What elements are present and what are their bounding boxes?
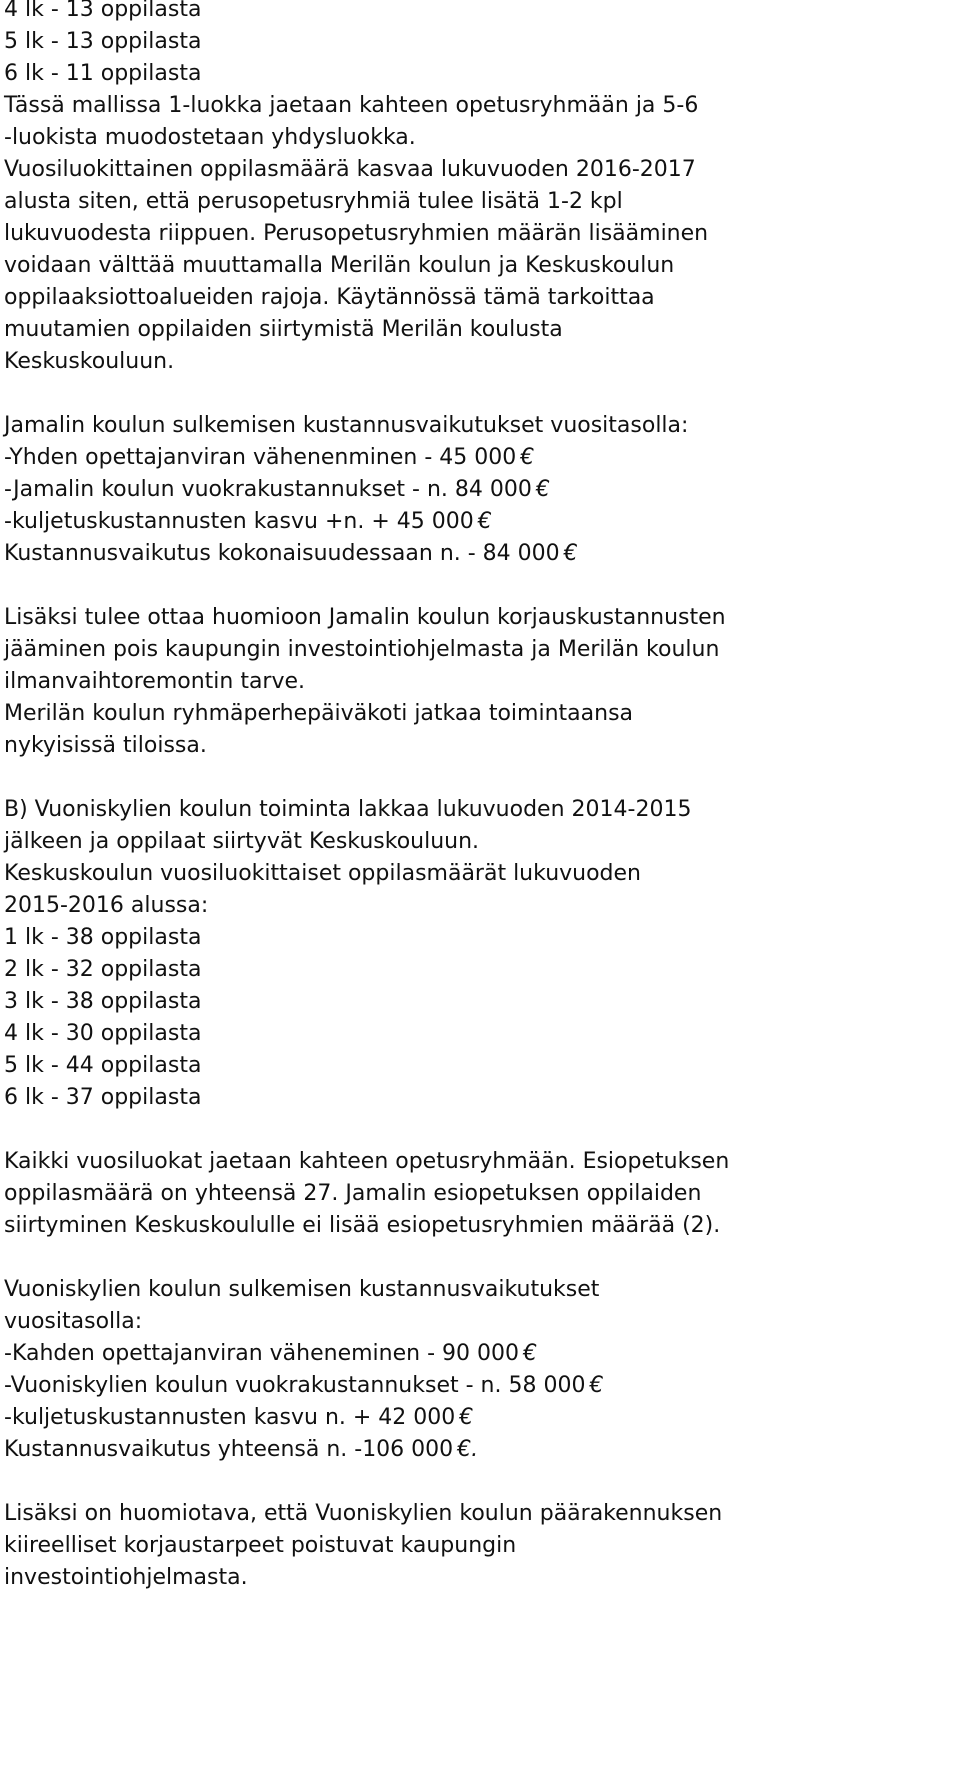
euro-sign: € [520,445,535,470]
paragraph-gap [4,762,944,794]
cost-item-text: -kuljetuskustannusten kasvu n. + 42 000 [4,1405,456,1430]
paragraph-gap [4,1242,944,1274]
cost-item-text: -Jamalin koulun vuokrakustannukset - n. 84 000 [4,477,532,502]
class-count-line: 1 lk - 38 oppilasta [4,925,202,950]
keskus-class-counts [4,922,944,1114]
cost-item [4,474,944,506]
cost-total-text: Kustannusvaikutus yhteensä n. -106 000 [4,1437,454,1462]
paragraph-line: Lisäksi tulee ottaa huomioon Jamalin koulun korjauskustannusten [4,605,726,630]
cost-item [4,506,944,538]
paragraph-gap [4,1114,944,1146]
euro-sign: € [563,541,578,566]
euro-sign: € [535,477,550,502]
cost-item-text: -Yhden opettajanviran vähenenminen - 45 000 [4,445,517,470]
paragraph-line: jälkeen ja oppilaat siirtyvät Keskuskouluun. [4,829,480,854]
euro-sign: € [459,1405,474,1430]
paragraph-line: Vuosiluokittainen oppilasmäärä kasvaa lukuvuoden 2016-2017 [4,157,696,182]
paragraph-line: voidaan välttää muuttamalla Merilän koulun ja Keskuskoulun [4,253,675,278]
paragraph-line: alusta siten, että perusopetusryhmiä tulee lisätä 1-2 kpl [4,189,623,214]
cost-section-heading: Vuoniskylien koulun sulkemisen kustannusvaikutukset [4,1277,600,1302]
intro-class-counts [4,0,944,90]
paragraph-line: Keskuskouluun. [4,349,175,374]
paragraph-line: lukuvuodesta riippuen. Perusopetusryhmien määrän lisääminen [4,221,709,246]
paragraph-line: investointiohjelmasta. [4,1565,248,1590]
paragraph-line: Keskuskoulun vuosiluokittaiset oppilasmäärät lukuvuoden [4,861,642,886]
intro-paragraph [4,90,944,378]
euro-sign: € [589,1373,604,1398]
paragraph-gap [4,570,944,602]
paragraph-line: nykyisissä tiloissa. [4,733,207,758]
paragraph-line: ilmanvaihtoremontin tarve. [4,669,306,694]
paragraph-line: siirtyminen Keskuskoululle ei lisää esiopetusryhmien määrää (2). [4,1213,721,1238]
document-page [4,0,944,1594]
cost-section-heading: Jamalin koulun sulkemisen kustannusvaikutukset vuositasolla: [4,413,689,438]
groups-paragraph [4,1146,944,1242]
class-count-line: 3 lk - 38 oppilasta [4,989,202,1014]
paragraph-gap [4,1466,944,1498]
paragraph-line: oppilaaksiottoalueiden rajoja. Käytännössä tämä tarkoittaa [4,285,655,310]
paragraph-line: B) Vuoniskylien koulun toiminta lakkaa lukuvuoden 2014-2015 [4,797,692,822]
cost-item [4,442,944,474]
cost-total [4,538,944,570]
paragraph-line: Kaikki vuosiluokat jaetaan kahteen opetusryhmään. Esiopetuksen [4,1149,730,1174]
final-paragraph [4,1498,944,1594]
paragraph-line: oppilasmäärä on yhteensä 27. Jamalin esiopetuksen oppilaiden [4,1181,702,1206]
euro-sign: €. [457,1437,479,1462]
paragraph-line: muutamien oppilaiden siirtymistä Merilän koulusta [4,317,563,342]
class-count-line: 4 lk - 30 oppilasta [4,1021,202,1046]
class-count-line: 6 lk - 11 oppilasta [4,61,202,86]
cost-item-text: -kuljetuskustannusten kasvu +n. + 45 000 [4,509,474,534]
cost-item [4,1402,944,1434]
paragraph-line: kiireelliset korjaustarpeet poistuvat kaupungin [4,1533,517,1558]
paragraph-line: jääminen pois kaupungin investointiohjelmasta ja Merilän koulun [4,637,720,662]
vuoniskyla-cost-section [4,1274,944,1466]
euro-sign: € [477,509,492,534]
class-count-line: 4 lk - 13 oppilasta [4,0,202,22]
cost-section-heading: vuositasolla: [4,1309,143,1334]
paragraph-line: Merilän koulun ryhmäperhepäiväkoti jatkaa toimintaansa [4,701,634,726]
paragraph-gap [4,378,944,410]
paragraph-line: Lisäksi on huomiotava, että Vuoniskylien koulun päärakennuksen [4,1501,723,1526]
paragraph-line: 2015-2016 alussa: [4,893,209,918]
euro-sign: € [523,1341,537,1366]
class-count-line: 5 lk - 13 oppilasta [4,29,202,54]
cost-item [4,1370,944,1402]
jamali-extra-paragraph [4,602,944,762]
class-count-line: 5 lk - 44 oppilasta [4,1053,202,1078]
class-count-line: 2 lk - 32 oppilasta [4,957,202,982]
cost-total-text: Kustannusvaikutus kokonaisuudessaan n. - 84 000 [4,541,560,566]
cost-item [4,1338,944,1370]
cost-total [4,1434,944,1466]
paragraph-line: Tässä mallissa 1-luokka jaetaan kahteen opetusryhmään ja 5-6 [4,93,699,118]
option-b-paragraph [4,794,944,922]
jamali-cost-section [4,410,944,570]
class-count-line: 6 lk - 37 oppilasta [4,1085,202,1110]
cost-item-text: -Kahden opettajanviran väheneminen - 90 000 [4,1341,519,1366]
paragraph-line: -luokista muodostetaan yhdysluokka. [4,125,416,150]
cost-item-text: -Vuoniskylien koulun vuokrakustannukset - n. 58 000 [4,1373,586,1398]
